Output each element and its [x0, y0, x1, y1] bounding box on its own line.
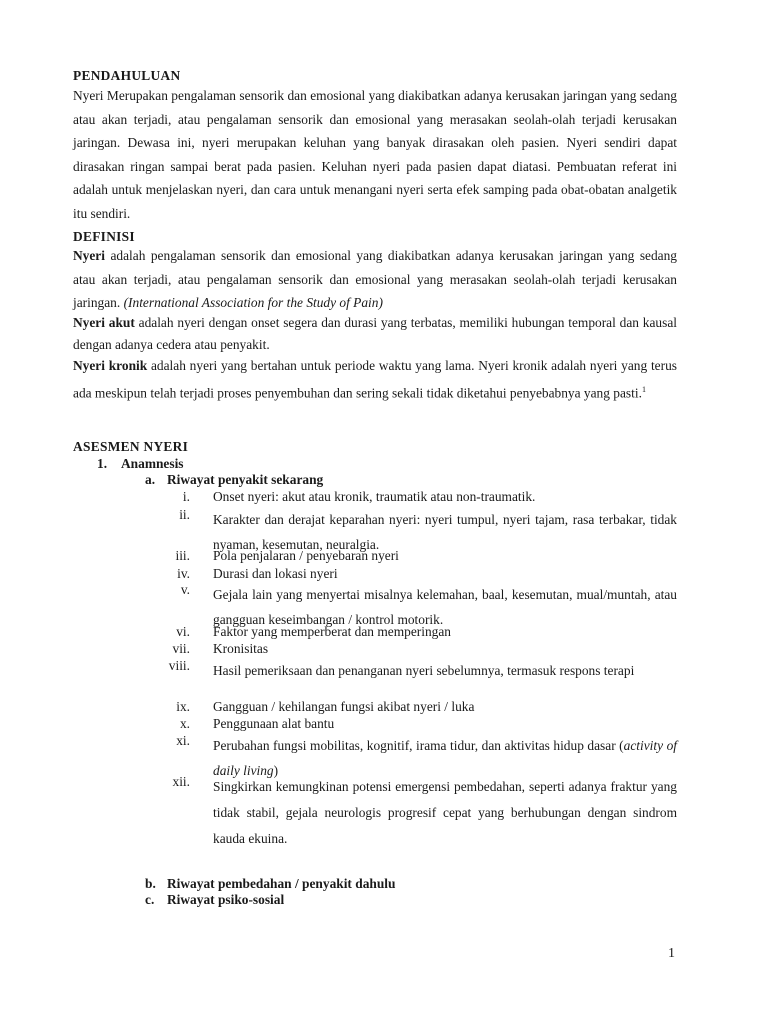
list-item-number: xii. [172, 774, 190, 789]
list-item-text-main: Karakter dan derajat keparahan nyeri: nyeri tumpul, nyeri tajam, rasa terbakar, tidak nyaman, kesemutan, neuralgia. [213, 512, 677, 552]
list-item-number: i. [182, 489, 190, 504]
definition-nyeri: adalah pengalaman sensorik dan emosional yang diakibatkan adanya kerusakan jaringan yang sedang atau akan terjadi, atau pengalaman sensorik dan emosional yang merasakan seolah-olah terjadi kerusakan jaringan. [73, 248, 677, 310]
heading-asesmen-nyeri: ASESMEN NYERI [73, 439, 189, 454]
list-item-text-main: Gangguan / kehilangan fungsi akibat nyeri / luka [213, 699, 475, 714]
list-item-number: ix. [176, 699, 190, 714]
list-item-text [213, 716, 677, 732]
paragraph-nyeri-kronik [73, 354, 677, 405]
paragraph-nyeri-akut [73, 312, 677, 356]
list-item-text-after: ) [273, 763, 279, 778]
definition-nyeri-akut: adalah nyeri dengan onset segera dan durasi yang terbatas, memiliki hubungan temporal dan kausal dengan adanya cedera atau penyakit. [73, 315, 677, 352]
list-item-text-main: Kronisitas [213, 641, 269, 656]
list-item-text-main: Perubahan fungsi mobilitas, kognitif, irama tidur, dan aktivitas hidup dasar ( [213, 738, 624, 753]
term-nyeri-akut: Nyeri akut [73, 315, 135, 330]
list-item-text-main: Onset nyeri: akut atau kronik, traumatik atau non-traumatik. [213, 489, 536, 504]
riwayat-psiko-sosial-title: Riwayat psiko-sosial [167, 892, 285, 907]
list-number-1: 1. [97, 456, 108, 471]
marker-c: c. [145, 892, 155, 907]
heading-pendahuluan: PENDAHULUAN [73, 68, 181, 83]
riwayat-pembedahan-title: Riwayat pembedahan / penyakit dahulu [167, 876, 396, 891]
list-item-text [213, 566, 677, 582]
list-item-text-main: Gejala lain yang menyertai misalnya kelemahan, baal, kesemutan, mual/muntah, atau gangguan keseimbangan / kontrol motorik. [213, 587, 677, 627]
list-item-number: iii. [175, 548, 190, 563]
term-nyeri: Nyeri [73, 248, 105, 263]
list-item-text-main: Penggunaan alat bantu [213, 716, 335, 731]
list-item-text-main: Pola penjalaran / penyebaran nyeri [213, 548, 399, 563]
list-item-number: ii. [179, 507, 190, 522]
list-item-number: vii. [172, 641, 190, 656]
source-iasp: (International Association for the Study of Pain) [123, 295, 383, 310]
heading-definisi: DEFINISI [73, 229, 135, 244]
list-item-number: viii. [168, 658, 190, 673]
list-item-number: v. [180, 582, 190, 597]
page-number: 1 [668, 946, 675, 961]
list-item-text [213, 548, 677, 564]
list-item-text [213, 658, 677, 683]
list-item-text [213, 641, 677, 657]
marker-a: a. [145, 472, 156, 487]
list-item-text [213, 699, 677, 715]
paragraph-pendahuluan: Nyeri Merupakan pengalaman sensorik dan emosional yang diakibatkan adanya kerusakan jaringan yang sedang atau akan terjadi, atau pengalaman sensorik dan emosional yang merasakan seolah-olah terjadi kerusakan jaringan. Dewasa ini, nyeri merupakan keluhan yang banyak dirasakan oleh pasien. Nyeri sendiri dapat dirasakan ringan sampai berat pada pasien. Keluhan nyeri pada pasien dapat diatasi. Pembuatan referat ini adalah untuk menjelaskan nyeri, dan cara untuk menangani nyeri serta efek samping pada obat-obatan analgetik itu sendiri. [73, 88, 677, 221]
list-item-text-main: Faktor yang memperberat dan memperingan [213, 624, 451, 639]
list-item-text-italic: activity of daily living [213, 738, 677, 778]
list-item-number: xi. [176, 733, 190, 748]
list-item-text [213, 624, 677, 640]
paragraph-definisi-nyeri [73, 244, 677, 315]
term-nyeri-kronik: Nyeri kronik [73, 358, 148, 373]
list-item-number: iv. [177, 566, 190, 581]
anamnesis-title: Anamnesis [121, 456, 184, 471]
list-item-text-main: Durasi dan lokasi nyeri [213, 566, 338, 581]
list-item-text [213, 774, 677, 852]
list-item-text-main: Singkirkan kemungkinan potensi emergensi pembedahan, seperti adanya fraktur yang tidak stabil, gejala neurologis progresif cepat yang berhubungan dengan sindrom kauda ekuina. [213, 779, 677, 846]
footnote-marker: 1 [641, 385, 646, 394]
definition-nyeri-kronik: adalah nyeri yang bertahan untuk periode waktu yang lama. Nyeri kronik adalah nyeri yang terus ada meskipun telah terjadi proses penyembuhan dan sering sekali tidak diketahui penyebabnya yang pasti. [73, 358, 677, 401]
list-item-text [213, 489, 677, 505]
list-item-number: x. [179, 716, 190, 731]
marker-b: b. [145, 876, 156, 891]
list-item-number: vi. [176, 624, 190, 639]
riwayat-penyakit-sekarang-title: Riwayat penyakit sekarang [167, 472, 324, 487]
list-item-text-main: Hasil pemeriksaan dan penanganan nyeri sebelumnya, termasuk respons terapi [213, 663, 635, 678]
